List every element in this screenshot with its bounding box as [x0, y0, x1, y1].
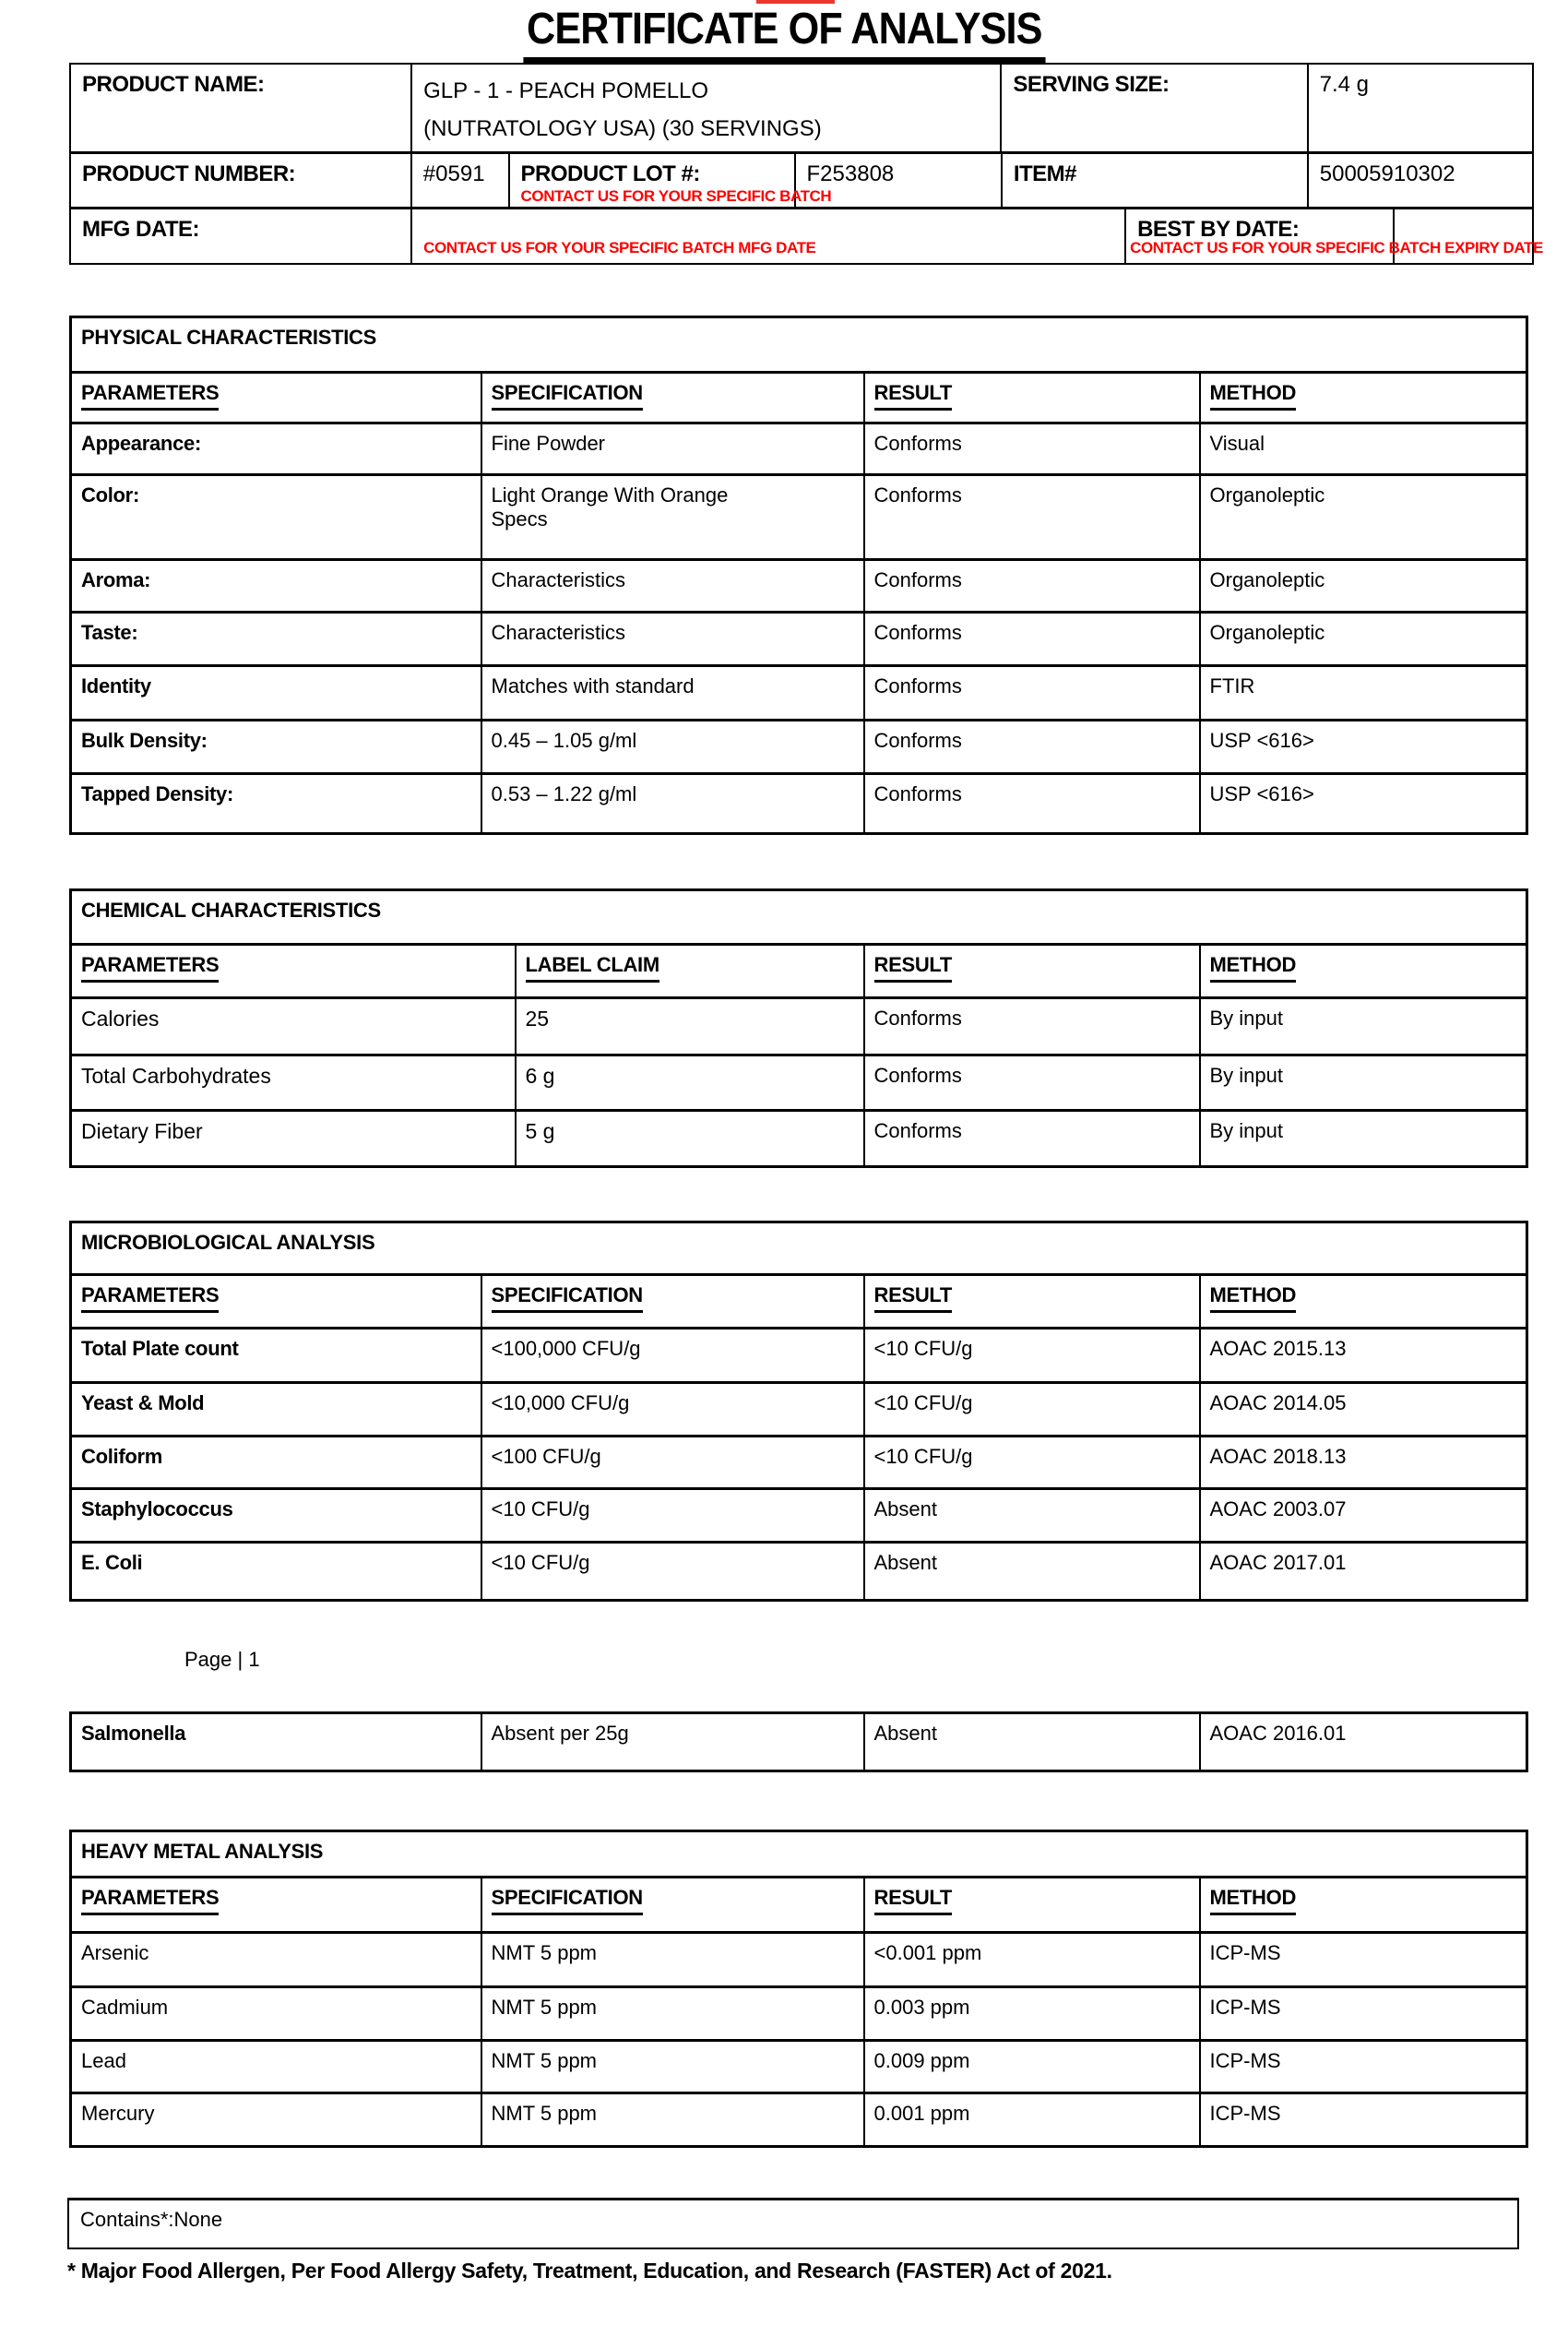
cell-result: Conforms: [864, 998, 1200, 1055]
column-header-result: [864, 373, 1200, 423]
cell-result: <0.001 ppm: [864, 1933, 1200, 1987]
cell-method: Organoleptic: [1200, 475, 1527, 560]
table-row: [71, 423, 1527, 475]
cell-specification: <10 CFU/g: [481, 1543, 864, 1601]
table-row: [71, 1543, 1527, 1601]
column-header-result: [864, 945, 1200, 998]
cell-parameter: Appearance:: [71, 423, 481, 475]
cell-method: ICP-MS: [1200, 2041, 1527, 2093]
section-title: HEAVY METAL ANALYSIS: [71, 1831, 1527, 1878]
cell-result: <10 CFU/g: [864, 1383, 1200, 1437]
cell-specification: [481, 475, 864, 560]
product-lot-label-cell: [510, 154, 832, 207]
dates-row: [71, 209, 1543, 263]
column-header-row: [71, 1878, 1527, 1933]
column-header-label: LABEL CLAIM: [526, 953, 659, 983]
cell-specification-text: Light Orange With Orange Specs: [491, 483, 729, 531]
column-header-label: METHOD: [1210, 381, 1297, 411]
cell-method: AOAC 2003.07: [1200, 1489, 1527, 1543]
table-row: [71, 1437, 1527, 1489]
cell-method: USP <616>: [1200, 774, 1527, 834]
cell-parameter: Arsenic: [71, 1933, 481, 1987]
best-by-date-label: BEST BY DATE:: [1137, 217, 1300, 242]
title-container: [0, 4, 1568, 63]
product-number-label: PRODUCT NUMBER:: [82, 161, 296, 186]
column-header-label-claim: [516, 945, 864, 998]
cell-method: ICP-MS: [1200, 2093, 1527, 2147]
product-number-row: [71, 154, 1532, 209]
cell-specification: Matches with standard: [481, 666, 864, 721]
cell-parameter: Mercury: [71, 2093, 481, 2147]
cell-method: By input: [1200, 998, 1527, 1055]
item-value-cell: [1309, 154, 1532, 207]
mfg-date-label: MFG DATE:: [82, 217, 200, 242]
column-header-label: RESULT: [874, 953, 953, 983]
cell-method: Organoleptic: [1200, 560, 1527, 613]
product-number-label-cell: [71, 154, 412, 207]
cell-parameter: E. Coli: [71, 1543, 481, 1601]
section-title-row: [71, 1222, 1527, 1275]
column-header-parameters: [71, 373, 481, 423]
allergen-footnote: * Major Food Allergen, Per Food Allergy Safety, Treatment, Education, and Research (FASTER) Act of 2021.: [67, 2259, 1112, 2283]
table-row: [71, 560, 1527, 613]
table-row: [71, 1329, 1527, 1383]
cell-label-claim: 5 g: [516, 1111, 864, 1167]
cell-parameter: Cadmium: [71, 1987, 481, 2041]
cell-method: Organoleptic: [1200, 613, 1527, 666]
best-by-date-label-cell: [1126, 209, 1543, 263]
cell-parameter: Total Carbohydrates: [71, 1055, 516, 1111]
cell-specification: <100 CFU/g: [481, 1437, 864, 1489]
cell-result: <10 CFU/g: [864, 1329, 1200, 1383]
cell-result: 0.003 ppm: [864, 1987, 1200, 2041]
section-title: PHYSICAL CHARACTERISTICS: [71, 317, 1527, 373]
column-header-parameters: [71, 1878, 481, 1933]
product-lot-value-cell: [796, 154, 1003, 207]
cell-parameter: Dietary Fiber: [71, 1111, 516, 1167]
cell-result: Conforms: [864, 721, 1200, 774]
cell-method: AOAC 2016.01: [1200, 1713, 1527, 1771]
item-value: 50005910302: [1319, 161, 1455, 186]
table-row: [71, 475, 1527, 560]
cell-method: ICP-MS: [1200, 1987, 1527, 2041]
product-lot-value: F253808: [806, 161, 895, 186]
serving-size-label-cell: [1002, 65, 1308, 151]
column-header-label: SPECIFICATION: [492, 381, 643, 411]
cell-specification: NMT 5 ppm: [481, 1987, 864, 2041]
section-title-row: [71, 890, 1527, 945]
column-header-row: [71, 945, 1527, 998]
product-number-value: #0591: [422, 161, 485, 186]
column-header-result: [864, 1878, 1200, 1933]
cell-label-claim: 25: [516, 998, 864, 1055]
product-lot-label: PRODUCT LOT #:: [520, 161, 700, 186]
page-title: CERTIFICATE OF ANALYSIS: [523, 4, 1045, 63]
table-row: [71, 721, 1527, 774]
section-title: MICROBIOLOGICAL ANALYSIS: [71, 1222, 1527, 1275]
cell-specification: Fine Powder: [481, 423, 864, 475]
cell-result: Conforms: [864, 613, 1200, 666]
mfg-date-label-cell: [71, 209, 412, 263]
cell-method: Visual: [1200, 423, 1527, 475]
product-number-value-cell: [412, 154, 510, 207]
cell-result: Conforms: [864, 1055, 1200, 1111]
column-header-label: PARAMETERS: [81, 953, 219, 983]
column-header-label: RESULT: [874, 1886, 953, 1915]
column-header-label: PARAMETERS: [81, 1283, 219, 1313]
column-header-label: PARAMETERS: [81, 381, 219, 411]
cell-method: FTIR: [1200, 666, 1527, 721]
cell-specification: NMT 5 ppm: [481, 1933, 864, 1987]
cell-specification: NMT 5 ppm: [481, 2041, 864, 2093]
mfg-date-value-cell: [412, 209, 1126, 263]
product-name-label-cell: [71, 65, 412, 151]
table-row: [71, 1489, 1527, 1543]
physical-characteristics-table: [69, 316, 1528, 835]
table-row: [71, 1987, 1527, 2041]
salmonella-table: [69, 1711, 1528, 1772]
column-header-label: SPECIFICATION: [492, 1886, 643, 1915]
table-row: [71, 613, 1527, 666]
serving-size-value-cell: [1309, 65, 1532, 151]
section-title: CHEMICAL CHARACTERISTICS: [71, 890, 1527, 945]
page-indicator: Page | 1: [184, 1648, 260, 1671]
cell-parameter: Aroma:: [71, 560, 481, 613]
mfg-date-note: CONTACT US FOR YOUR SPECIFIC BATCH MFG DATE: [423, 239, 816, 256]
cell-result: Conforms: [864, 666, 1200, 721]
product-name-row: [71, 65, 1532, 154]
contains-box: [67, 2198, 1519, 2249]
product-name-label: PRODUCT NAME:: [82, 72, 265, 97]
table-row: [71, 1055, 1527, 1111]
cell-specification: 0.45 – 1.05 g/ml: [481, 721, 864, 774]
table-row: [71, 666, 1527, 721]
cell-method: AOAC 2015.13: [1200, 1329, 1527, 1383]
section-title-row: [71, 1831, 1527, 1878]
table-row: [71, 2093, 1527, 2147]
column-header-label: METHOD: [1210, 1283, 1297, 1313]
cell-parameter: Yeast & Mold: [71, 1383, 481, 1437]
cell-result: Absent: [864, 1489, 1200, 1543]
column-header-method: [1200, 373, 1527, 423]
cell-method: USP <616>: [1200, 721, 1527, 774]
product-name-line1: GLP - 1 - PEACH POMELLO: [423, 78, 709, 103]
microbiological-analysis-table: [69, 1221, 1528, 1602]
cell-parameter: Coliform: [71, 1437, 481, 1489]
product-header-table: [69, 63, 1543, 265]
cell-specification: Absent per 25g: [481, 1713, 864, 1771]
chemical-characteristics-table: [69, 888, 1528, 1168]
cell-parameter: Salmonella: [71, 1713, 481, 1771]
column-header-method: [1200, 1878, 1527, 1933]
cell-parameter: Lead: [71, 2041, 481, 2093]
best-by-date-note: CONTACT US FOR YOUR SPECIFIC BATCH EXPIRY DATE: [1130, 239, 1543, 256]
column-header-row: [71, 1275, 1527, 1329]
cell-method: AOAC 2014.05: [1200, 1383, 1527, 1437]
table-row: [71, 1111, 1527, 1167]
column-header-row: [71, 373, 1527, 423]
cell-specification: Characteristics: [481, 560, 864, 613]
cell-parameter: Tapped Density:: [71, 774, 481, 834]
column-header-label: SPECIFICATION: [492, 1283, 643, 1313]
cell-result: Conforms: [864, 475, 1200, 560]
column-header-label: PARAMETERS: [81, 1886, 219, 1915]
contains-note: Contains*:None: [80, 2208, 223, 2231]
serving-size-value: 7.4 g: [1319, 72, 1369, 97]
cell-result: 0.001 ppm: [864, 2093, 1200, 2147]
table-row: [71, 2041, 1527, 2093]
cell-method: AOAC 2017.01: [1200, 1543, 1527, 1601]
cell-parameter: Bulk Density:: [71, 721, 481, 774]
column-header-label: METHOD: [1210, 1886, 1297, 1915]
section-title-row: [71, 317, 1527, 373]
column-header-parameters: [71, 945, 516, 998]
cell-method: By input: [1200, 1111, 1527, 1167]
cell-method: AOAC 2018.13: [1200, 1437, 1527, 1489]
cell-parameter: Taste:: [71, 613, 481, 666]
product-name-line2: (NUTRATOLOGY USA) (30 SERVINGS): [423, 116, 822, 141]
table-row: [71, 1713, 1527, 1771]
cell-result: Conforms: [864, 560, 1200, 613]
column-header-result: [864, 1275, 1200, 1329]
heavy-metal-analysis-table: [69, 1830, 1528, 2148]
cell-specification: NMT 5 ppm: [481, 2093, 864, 2147]
column-header-label: RESULT: [874, 381, 953, 411]
cell-specification: <100,000 CFU/g: [481, 1329, 864, 1383]
item-label: ITEM#: [1013, 161, 1077, 186]
cell-result: 0.009 ppm: [864, 2041, 1200, 2093]
table-row: [71, 1383, 1527, 1437]
table-row: [71, 774, 1527, 834]
table-row: [71, 1933, 1527, 1987]
cell-parameter: Total Plate count: [71, 1329, 481, 1383]
cell-result: Conforms: [864, 1111, 1200, 1167]
cell-specification: Characteristics: [481, 613, 864, 666]
cell-result: <10 CFU/g: [864, 1437, 1200, 1489]
column-header-method: [1200, 945, 1527, 998]
column-header-specification: [481, 1275, 864, 1329]
column-header-specification: [481, 1878, 864, 1933]
cell-parameter: Staphylococcus: [71, 1489, 481, 1543]
column-header-label: RESULT: [874, 1283, 953, 1313]
cell-specification: <10,000 CFU/g: [481, 1383, 864, 1437]
cell-parameter: Calories: [71, 998, 516, 1055]
cell-specification: 0.53 – 1.22 g/ml: [481, 774, 864, 834]
product-name-value-cell: [412, 65, 1002, 151]
item-label-cell: [1003, 154, 1309, 207]
cell-result: Conforms: [864, 774, 1200, 834]
cell-result: Conforms: [864, 423, 1200, 475]
cell-result: Absent: [864, 1713, 1200, 1771]
cell-method: ICP-MS: [1200, 1933, 1527, 1987]
serving-size-label: SERVING SIZE:: [1013, 72, 1170, 97]
table-row: [71, 998, 1527, 1055]
cell-parameter: Identity: [71, 666, 481, 721]
cell-parameter: Color:: [71, 475, 481, 560]
column-header-method: [1200, 1275, 1527, 1329]
column-header-parameters: [71, 1275, 481, 1329]
product-lot-note: CONTACT US FOR YOUR SPECIFIC BATCH: [520, 187, 832, 205]
cell-label-claim: 6 g: [516, 1055, 864, 1111]
column-header-specification: [481, 373, 864, 423]
column-header-label: METHOD: [1210, 953, 1297, 983]
cell-result: Absent: [864, 1543, 1200, 1601]
cell-specification: <10 CFU/g: [481, 1489, 864, 1543]
cell-method: By input: [1200, 1055, 1527, 1111]
